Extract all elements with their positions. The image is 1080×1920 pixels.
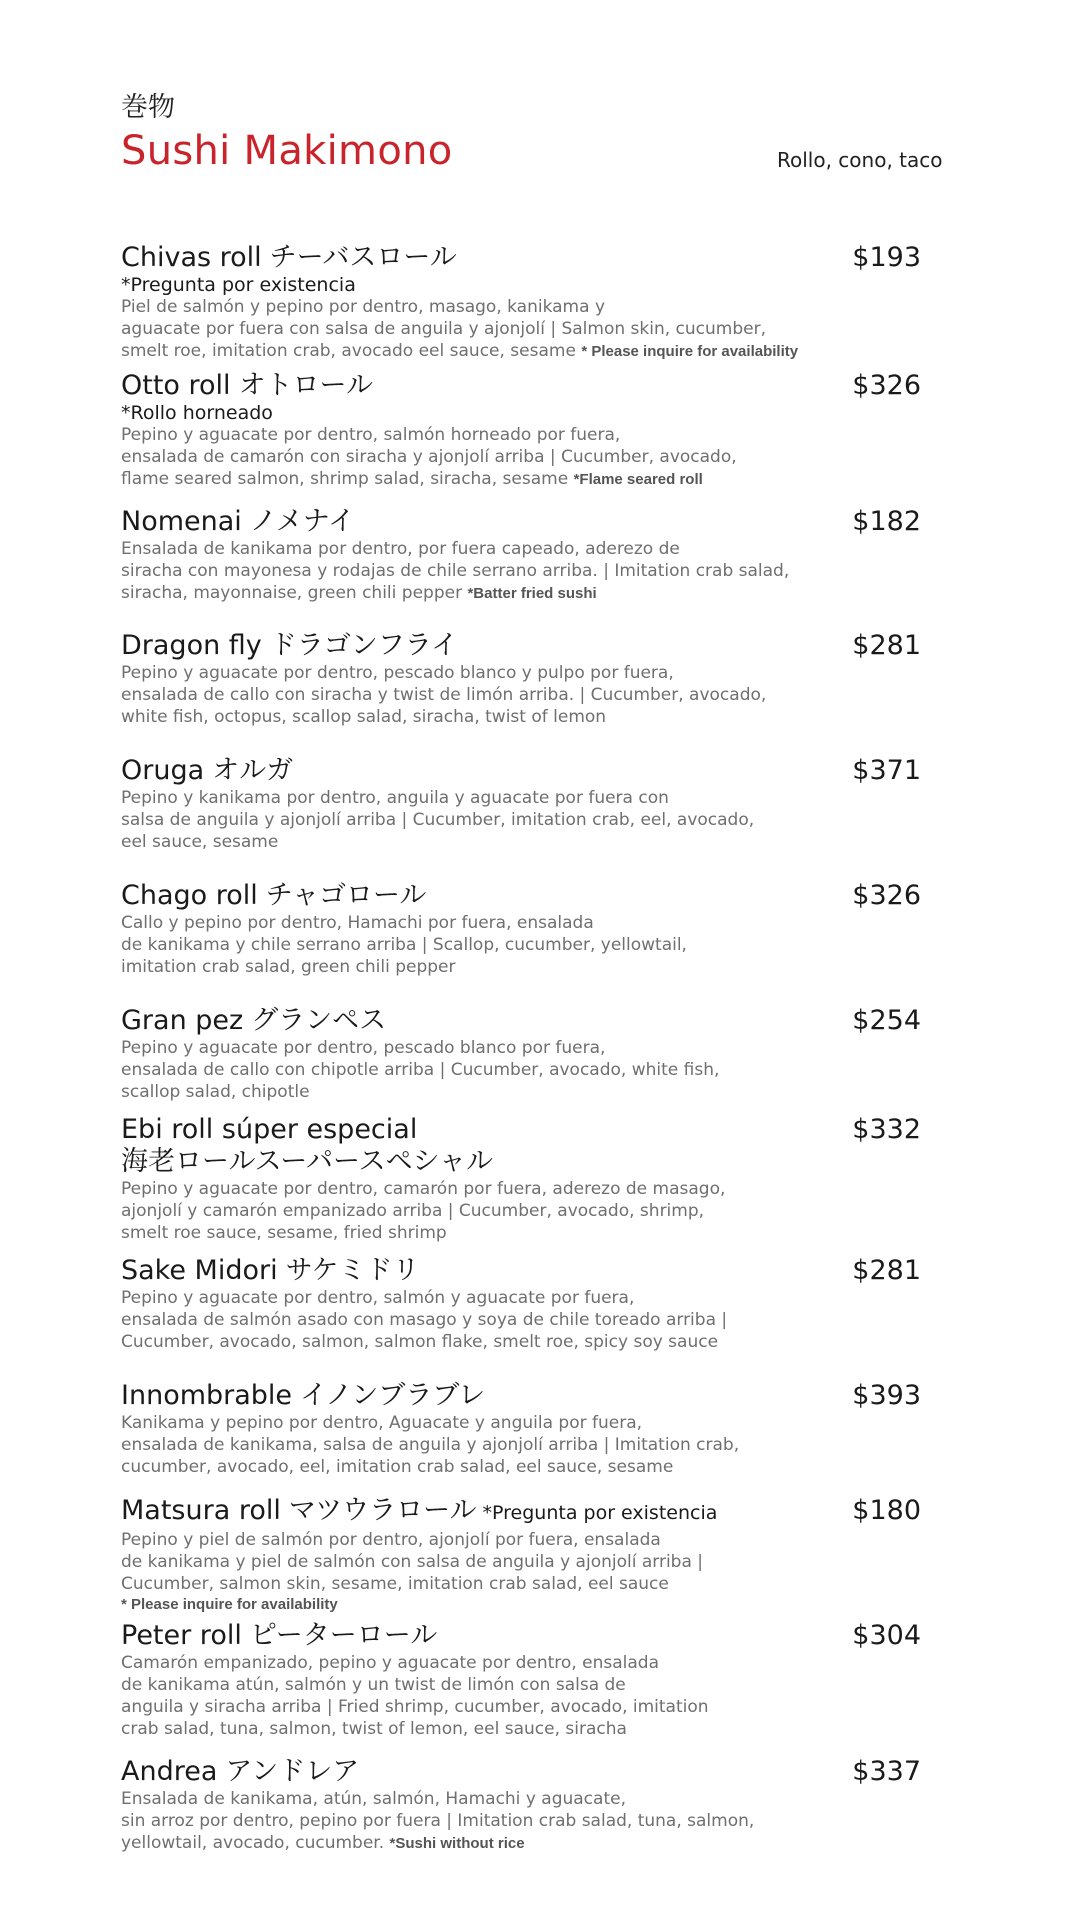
- item-name-es: Chivas roll: [121, 242, 262, 273]
- item-name-jp: イノンブラブレ: [300, 1380, 486, 1411]
- item-name-jp: ノメナイ: [249, 506, 355, 537]
- item-subnote: *Rollo horneado: [121, 402, 273, 424]
- item-price: $254: [852, 1005, 921, 1036]
- item-name-es: Gran pez: [121, 1005, 244, 1036]
- menu-item-innombrable: [121, 1380, 921, 1478]
- menu-item-nomenai: [121, 506, 921, 605]
- section-kanji: 巻物: [121, 92, 175, 123]
- item-name-es: Sake Midori: [121, 1255, 278, 1286]
- item-name-jp: ドラゴンフライ: [269, 630, 458, 661]
- item-name-es: Nomenai: [121, 506, 242, 537]
- item-note: *Sushi without rice: [389, 1835, 525, 1852]
- item-description: Ensalada de kanikama, atún, salmón, Hamachi y aguacate, sin arroz por dentro, pepino por fuera | Imitation crab salad, tuna, salmon, yellowtail, avocado, cucumber. *Sushi without rice: [121, 1789, 755, 1853]
- item-description: Camarón empanizado, pepino y aguacate por dentro, ensalada de kanikama atún, salmón y un twist de limón con salsa de anguila y siracha arriba | Fried shrimp, cucumber, avocado, imitation crab salad, tuna, salmon, twist of lemon, eel sauce, siracha: [121, 1653, 709, 1739]
- item-description: Ensalada de kanikama por dentro, por fuera capeado, aderezo de siracha con mayonesa y rodajas de chile serrano arriba. | Imitation crab salad, siracha, mayonnaise, green chili pepper *Batter fried sushi: [121, 539, 790, 603]
- item-name-es: Andrea: [121, 1756, 218, 1787]
- menu-item-sake-midori: [121, 1255, 921, 1353]
- item-description: Pepino y aguacate por dentro, pescado blanco y pulpo por fuera, ensalada de callo con siracha y twist de limón arriba. | Cucumber, avocado, white fish, octopus, scallop salad, siracha, twist of lemon: [121, 663, 767, 727]
- menu-item-dragon-fly: [121, 630, 921, 728]
- item-price: $371: [852, 755, 921, 786]
- menu-item-gran-pez: [121, 1005, 921, 1103]
- item-price: $393: [852, 1380, 921, 1411]
- menu-item-otto-roll: [121, 370, 921, 491]
- item-name-es: Otto roll: [121, 370, 231, 401]
- item-name-jp: マツウラロール: [288, 1495, 477, 1526]
- menu-header: [121, 92, 961, 176]
- item-description: Kanikama y pepino por dentro, Aguacate y anguila por fuera, ensalada de kanikama, salsa de anguila y ajonjolí arriba | Imitation crab, cucumber, avocado, eel, imitation crab salad, eel sauce, sesame: [121, 1413, 740, 1477]
- item-name-es: Oruga: [121, 755, 205, 786]
- item-note: *Flame seared roll: [573, 471, 703, 488]
- item-name-jp: グランペス: [251, 1005, 387, 1036]
- item-price: $281: [852, 1255, 921, 1286]
- item-name-jp: オルガ: [212, 755, 294, 786]
- item-name-jp: ピーターロール: [249, 1620, 438, 1651]
- item-price: $326: [852, 370, 921, 401]
- item-note: * Please inquire for availability: [581, 343, 799, 360]
- item-price: $193: [852, 242, 921, 273]
- item-name-es: Innombrable: [121, 1380, 293, 1411]
- item-description: Pepino y aguacate por dentro, salmón horneado por fuera, ensalada de camarón con siracha y ajonjolí arriba | Cucumber, avocado, flame seared salmon, shrimp salad, siracha, sesame *Flame seared roll: [121, 425, 737, 489]
- item-name-es: Chago roll: [121, 880, 258, 911]
- item-name-es: Dragon fly: [121, 630, 262, 661]
- menu-item-chago-roll: [121, 880, 921, 978]
- item-name-jp: 海老ロールスーパースペシャル: [121, 1146, 494, 1177]
- item-price: $182: [852, 506, 921, 537]
- menu-item-andrea: [121, 1756, 921, 1855]
- item-description: Pepino y aguacate por dentro, salmón y aguacate por fuera, ensalada de salmón asado con masago y soya de chile toreado arriba | Cucumber, avocado, salmon, salmon flake, smelt roe, spicy soy sauce: [121, 1288, 728, 1352]
- item-subnote: *Pregunta por existencia: [482, 1502, 718, 1524]
- item-price: $337: [852, 1756, 921, 1787]
- item-description: Pepino y kanikama por dentro, anguila y aguacate por fuera con salsa de anguila y ajonjolí arriba | Cucumber, imitation crab, eel, avocado, eel sauce, sesame: [121, 788, 755, 852]
- menu-item-chivas-roll: [121, 242, 921, 363]
- item-description: Pepino y aguacate por dentro, camarón por fuera, aderezo de masago, ajonjolí y camarón empanizado arriba | Cucumber, avocado, shrimp, smelt roe sauce, sesame, fried shrimp: [121, 1179, 726, 1243]
- item-description: Pepino y piel de salmón por dentro, ajonjolí por fuera, ensalada de kanikama y piel de salmón con salsa de anguila y ajonjolí arriba | Cucumber, salmon skin, sesame, imitation crab salad, eel sauce: [121, 1530, 704, 1594]
- item-description: Piel de salmón y pepino por dentro, masago, kanikama y aguacate por fuera con salsa de anguila y ajonjolí | Salmon skin, cucumber, smelt roe, imitation crab, avocado eel sauce, sesame * Please inquire for availability: [121, 297, 799, 361]
- item-price: $332: [852, 1114, 921, 1145]
- menu-item-matsura-roll: [121, 1495, 921, 1615]
- item-description: Pepino y aguacate por dentro, pescado blanco por fuera, ensalada de callo con chipotle arriba | Cucumber, avocado, white fish, scallop salad, chipotle: [121, 1038, 720, 1102]
- menu-item-oruga: [121, 755, 921, 853]
- menu-item-peter-roll: [121, 1620, 921, 1740]
- item-name-es: Peter roll: [121, 1620, 242, 1651]
- item-price: $180: [852, 1495, 921, 1526]
- item-name-jp: チーバスロール: [269, 242, 457, 273]
- item-note: *Batter fried sushi: [467, 585, 597, 602]
- item-name-es: Matsura roll: [121, 1495, 281, 1526]
- item-price: $326: [852, 880, 921, 911]
- section-subtitle: Rollo, cono, taco: [777, 148, 943, 172]
- item-name-jp: アンドレア: [225, 1756, 360, 1787]
- item-price: $304: [852, 1620, 921, 1651]
- item-note: * Please inquire for availability: [121, 1596, 338, 1613]
- item-name-jp: チャゴロール: [265, 880, 427, 911]
- menu-item-ebi-roll: [121, 1114, 921, 1244]
- item-price: $281: [852, 630, 921, 661]
- item-name-jp: サケミドリ: [285, 1255, 420, 1286]
- item-description: Callo y pepino por dentro, Hamachi por fuera, ensalada de kanikama y chile serrano arriba | Scallop, cucumber, yellowtail, imitation crab salad, green chili pepper: [121, 913, 687, 977]
- section-title: Sushi Makimono: [121, 128, 453, 174]
- item-name-jp: オトロール: [238, 370, 374, 401]
- item-name: Ebi roll súper especial: [121, 1114, 418, 1145]
- item-subnote: *Pregunta por existencia: [121, 274, 356, 296]
